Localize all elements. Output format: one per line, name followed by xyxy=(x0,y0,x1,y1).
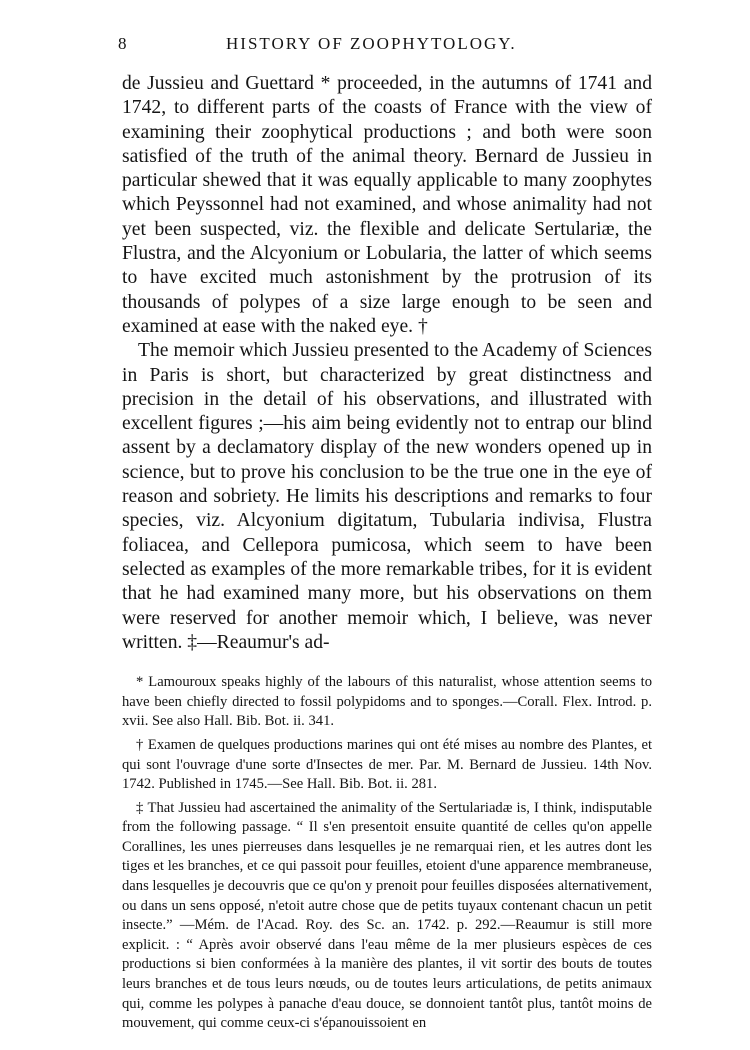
paragraph-memoir: The memoir which Jussieu presented to the Academy of Sciences in Paris is short, but characterized by great distinctness and precision in the detail of his observations, and illustrated with excellent figures ;—his aim being evidently not to entrap our blind assent by a declamatory display of the new wonders opened up in science, but to prove his conclusion to be the true one in the eye of reason and sobriety. He limits his descriptions and remarks to four species, viz. Alcyonium digitatum, Tubularia indivisa, Flustra foliacea, and Cellepora pumicosa, which seem to have been selected as examples of the more remarkable tribes, for it is evident that he had examined many more, but his observations on them were reserved for another memoir which, I believe, was never written. ‡—Reaumur's ad- xyxy=(122,340,652,653)
footnote-dagger: † Examen de quelques productions marines qui ont été mises au nombre des Plantes, et qui sont l'ouvrage d'une sorte d'Insectes de mer. Par. M. Bernard de Jussieu. 14th Nov. 1742. Published in 1745.—See Hall. Bib. Bot. ii. 281. xyxy=(122,736,652,793)
footnotes xyxy=(122,673,652,1034)
page-number: 8 xyxy=(118,34,128,53)
main-text xyxy=(122,72,652,655)
running-title: HISTORY OF ZOOPHYTOLOGY. xyxy=(226,34,517,53)
footnote-asterisk: * Lamouroux speaks highly of the labours of this naturalist, whose attention seems to have been chiefly directed to fossil polypidoms and to sponges.—Corall. Flex. Introd. p. xvii. See also Hall. Bib. Bot. ii. 341. xyxy=(122,674,652,730)
page-content xyxy=(118,30,652,1034)
footnote-double-dagger: ‡ That Jussieu had ascertained the animality of the Sertulariadæ is, I think, indisputable from the following passage. “ Il s'en presentoit ensuite quantité de celles qu'on appelle Corallines, les unes pierreuses dans lesquelles je ne remarquai rien, et les autres dont les tiges et les branches, et ce qui passoit pour feuilles, etoient d'une apparence membraneuse, dans lesquelles je decouvris que ce qu'on y prenoit pour feuilles disposées alternativement, ou dans un sens opposé, n'etoit autre chose que de petits tuyaux contenant chacun un petit insecte.” —Mém. de l'Acad. Roy. des Sc. an. 1742. p. 292.—Reaumur is still more explicit. : “ Après avoir observé dans l'eau même de la mer plusieurs espèces de ces productions si bien conformées à la manière des plantes, il vit sortir des bouts de toutes leurs branches et de tous leurs nœuds, ou de toutes leurs articulations, de petits animaux qui, comme les polypes à panache d'eau douce, se donnoient tantôt plus, tantôt moins de mouvement, qui comme ceux-ci s'épanouissoient en xyxy=(122,799,652,1032)
paragraph-continuation: de Jussieu and Guettard * proceeded, in the autumns of 1741 and 1742, to different parts of the coasts of France with the view of examining their zoophytical productions ; and both were soon satisfied of the truth of the animal theory. Bernard de Jussieu in particular shewed that it was equally applicable to many zoophytes which Peyssonnel had not examined, and whose animality had not yet been suspected, viz. the flexible and delicate Sertulariæ, the Flustra, and the Alcyonium or Lobularia, the latter of which seems to have excited much astonishment by the protrusion of its thousands of polypes of a size large enough to be seen and examined at ease with the naked eye. † xyxy=(122,73,652,337)
running-head xyxy=(118,30,652,60)
